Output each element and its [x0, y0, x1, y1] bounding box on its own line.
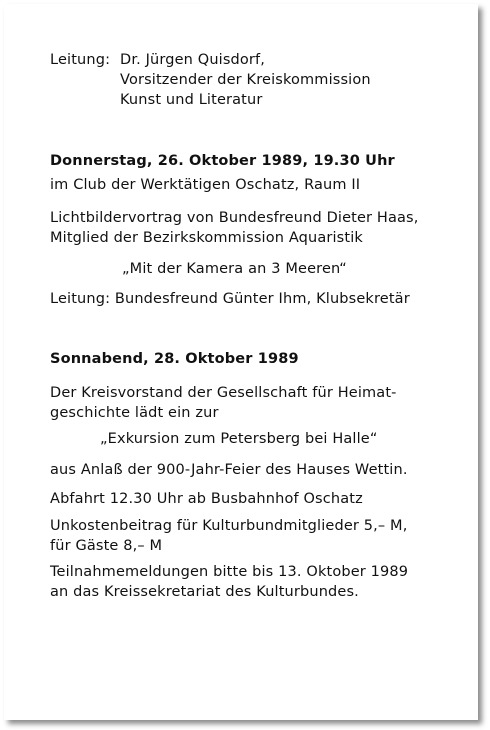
event1-heading: Donnerstag, 26. Oktober 1989, 19.30 Uhr [50, 153, 395, 169]
event1-location: im Club der Werktätigen Oschatz, Raum II [50, 177, 361, 193]
event1-desc-line2: Mitglied der Bezirkskommission Aquaristik [50, 230, 363, 246]
leitung-label: Leitung: [50, 52, 111, 68]
leitung-role-line2: Vorsitzender der Kreiskommission [120, 72, 371, 88]
event2-intro-line1: Der Kreisvorstand der Gesellschaft für Heimat- [50, 385, 397, 401]
event2-registration-line2: an das Kreissekretariat des Kulturbundes. [50, 584, 359, 600]
leitung-name: Dr. Jürgen Quisdorf, [120, 52, 266, 68]
event1-title: „Mit der Kamera an 3 Meeren“ [122, 261, 347, 277]
event2-cost-line2: für Gäste 8,– M [50, 538, 163, 554]
event2-title: „Exkursion zum Petersberg bei Halle“ [100, 431, 378, 447]
event2-departure: Abfahrt 12.30 Uhr ab Busbahnhof Oschatz [50, 491, 363, 507]
event2-occasion: aus Anlaß der 900-Jahr-Feier des Hauses Wettin. [50, 462, 408, 478]
event1-desc-line1: Lichtbildervortrag von Bundesfreund Dieter Haas, [50, 210, 419, 226]
event2-cost-line1: Unkostenbeitrag für Kulturbundmitglieder 5,– M, [50, 518, 408, 534]
event1-leitung: Leitung: Bundesfreund Günter Ihm, Klubsekretär [50, 291, 410, 307]
event2-intro-line2: geschichte lädt ein zur [50, 405, 219, 421]
leitung-role-line3: Kunst und Literatur [120, 92, 263, 108]
event2-heading: Sonnabend, 28. Oktober 1989 [50, 351, 299, 367]
event2-registration-line1: Teilnahmemeldungen bitte bis 13. Oktober 1989 [50, 564, 409, 580]
